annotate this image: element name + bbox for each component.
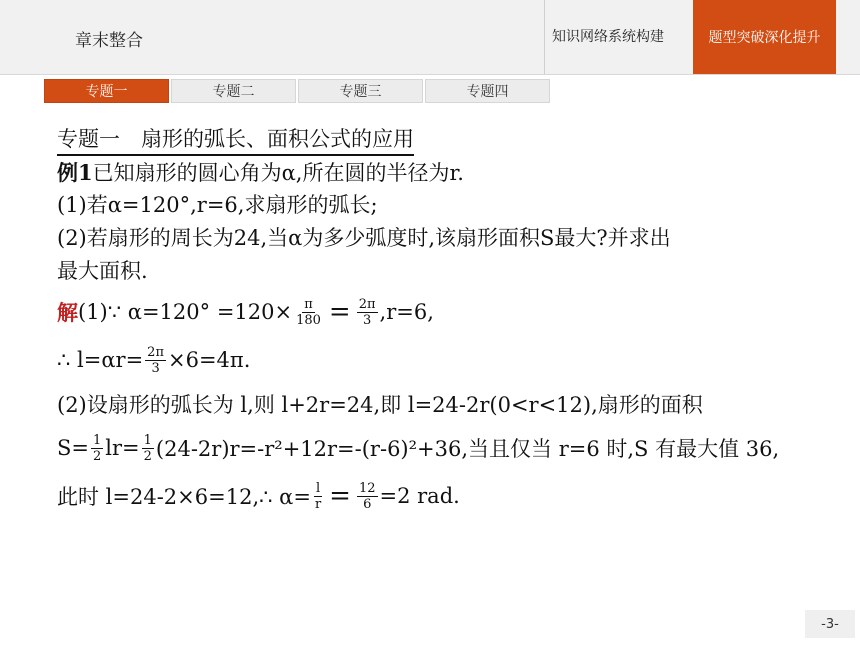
fraction-numerator: l xyxy=(315,480,321,496)
topic-heading: 专题一 扇形的弧长、面积公式的应用 xyxy=(57,124,414,156)
fraction-denominator: 2 xyxy=(92,448,102,464)
question-1: (1)若α=120°,r=6,求扇形的弧长; xyxy=(57,193,378,217)
chapter-title: 章末整合 xyxy=(75,31,143,51)
fraction xyxy=(357,481,378,512)
fraction-numerator: π xyxy=(304,296,313,312)
solution-line-4 xyxy=(57,424,817,472)
solution-line-5 xyxy=(57,472,817,520)
solution-text: ,r=6, xyxy=(379,300,434,324)
fraction xyxy=(313,481,323,512)
fraction-denominator: 3 xyxy=(362,312,372,328)
fraction xyxy=(91,433,103,464)
fraction-numerator: 2π xyxy=(358,296,376,312)
solution-text: ×6=4π. xyxy=(168,348,251,372)
topic-tabs xyxy=(44,79,552,103)
tab-topic-2[interactable]: 专题二 xyxy=(171,79,296,103)
solution-text: =2 rad. xyxy=(379,484,460,508)
solution-text: (1)∵ α=120° =120× xyxy=(78,300,293,324)
main-content xyxy=(57,124,817,520)
fraction xyxy=(142,433,154,464)
solution-text: (24-2r)r=-r²+12r=-(r-6)²+36,当且仅当 r=6 时,S 有最大值 36, xyxy=(155,437,780,461)
nav-problem-types[interactable]: 题型突破深化提升 xyxy=(693,0,836,74)
fraction-denominator: 2 xyxy=(143,448,152,464)
fraction-denominator: 180 xyxy=(296,312,321,328)
solution-line-2 xyxy=(57,336,817,384)
question-2-line-2: 最大面积. xyxy=(57,259,148,283)
example-label: 例1 xyxy=(57,160,93,185)
equals-sign: = xyxy=(328,297,351,327)
example-line xyxy=(57,156,817,189)
equals-sign: = xyxy=(329,481,351,511)
top-bar xyxy=(0,0,860,75)
fraction-denominator: 6 xyxy=(363,496,372,512)
solution-label: 解 xyxy=(57,300,78,325)
nav-knowledge-network[interactable]: 知识网络系统构建 xyxy=(552,29,664,45)
solution-text: ∴ l=αr= xyxy=(57,348,144,372)
fraction-denominator: 3 xyxy=(151,360,160,376)
fraction xyxy=(294,297,323,328)
fraction-numerator: 12 xyxy=(358,480,376,496)
solution-line-3 xyxy=(57,384,817,424)
solution-text: (2)设扇形的弧长为 l,则 l+2r=24,即 l=24-2r(0<r<12),扇形的面积 xyxy=(57,393,703,417)
solution-text: 此时 l=24-2×6=12,∴ α= xyxy=(57,485,311,509)
fraction-numerator: 1 xyxy=(92,432,102,448)
fraction-numerator: 1 xyxy=(143,432,152,448)
solution-text: S= xyxy=(57,436,89,460)
nav-divider xyxy=(544,0,545,74)
fraction xyxy=(357,297,378,328)
fraction xyxy=(145,345,166,376)
question-2-line-1: (2)若扇形的周长为24,当α为多少弧度时,该扇形面积S最大?并求出 xyxy=(57,226,671,250)
page-number: -3- xyxy=(805,610,855,638)
fraction-denominator: r xyxy=(314,496,322,512)
tab-topic-4[interactable]: 专题四 xyxy=(425,79,550,103)
tab-topic-1[interactable]: 专题一 xyxy=(44,79,169,103)
fraction-numerator: 2π xyxy=(147,344,164,360)
example-text: 已知扇形的圆心角为α,所在圆的半径为r. xyxy=(92,161,464,185)
tab-topic-3[interactable]: 专题三 xyxy=(298,79,423,103)
solution-line-1 xyxy=(57,288,817,336)
solution-text: lr= xyxy=(105,436,140,460)
